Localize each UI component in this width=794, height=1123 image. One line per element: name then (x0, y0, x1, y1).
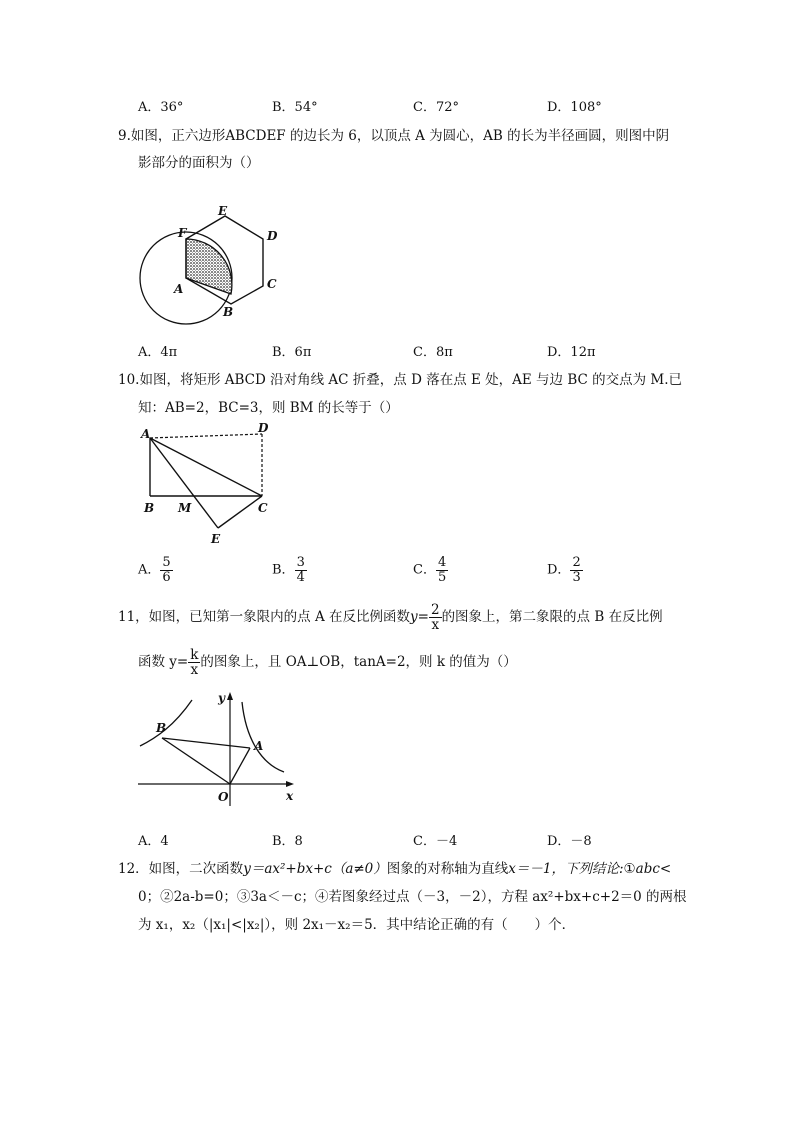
q11-option-d: D．－8 (547, 834, 592, 849)
q10-label-m: M (178, 501, 192, 515)
q10-label-e: E (211, 532, 221, 546)
q8-option-b: B．54° (272, 100, 318, 115)
q9-shaded-sector (186, 239, 232, 294)
q12-stem-line1: 12．如图，二次函数y＝ax²+bx+c（a≠0）图象的对称轴为直线x＝－1，下列结论:①abc< (118, 861, 672, 877)
q11-stem-line2: 函数 y= $\frac{k}{x}$ 的图象上，且 OA⊥OB，tanA=2，则 k 的值为（） (138, 647, 517, 679)
q9-label-d: D (267, 229, 278, 243)
q9-hexagon-circle-figure (130, 196, 300, 326)
q8-option-a: A．36° (138, 100, 184, 115)
q9-label-e: E (218, 204, 228, 218)
q11-label-x: x (286, 789, 294, 803)
q9-label-a: A (174, 282, 184, 296)
q11-label-a: A (254, 739, 264, 753)
q11-stem-line1: 11，如图，已知第一象限内的点 A 在反比例函数y= $\frac{2}{x}$ 的图象上，第二象限的点 B 在反比例 (118, 602, 663, 634)
q9-stem-line2: 影部分的面积为（） (138, 155, 260, 171)
q9-label-f: F (178, 226, 187, 240)
q11-option-b: B．8 (272, 834, 303, 849)
q9-option-c: C．8π (413, 345, 453, 360)
q8-option-d: D．108° (547, 100, 602, 115)
q10-option-d: D． $\frac{2}{3}$ (547, 555, 581, 585)
q12-stem-line3: 为 x₁，x₂（|x₁|<|x₂|），则 2x₁－x₂＝5．其中结论正确的有（ ）个． (138, 917, 576, 933)
q10-label-b: B (144, 501, 155, 515)
q11-coordinate-figure (134, 688, 304, 814)
q8-option-c: C．72° (413, 100, 459, 115)
q11-option-a: A．4 (138, 834, 169, 849)
q10-stem-line1: 10.如图，将矩形 ABCD 沿对角线 AC 折叠，点 D 落在点 E 处，AE 与边 BC 的交点为 M.已 (118, 372, 683, 388)
q9-option-d: D．12π (547, 345, 596, 360)
q10-stem-line2: 知：AB=2，BC=3，则 BM 的长等于（） (138, 400, 399, 416)
q9-label-c: C (267, 277, 277, 291)
q10-label-c: C (258, 501, 268, 515)
q9-option-a: A．4π (138, 345, 178, 360)
q11-label-o: O (218, 790, 229, 804)
q10-label-d: D (258, 421, 269, 435)
q11-label-b: B (156, 721, 167, 735)
q11-label-y: y (218, 691, 225, 705)
q10-option-b: B． $\frac{3}{4}$ (272, 555, 305, 585)
q10-label-a: A (141, 427, 151, 441)
q9-label-b: B (223, 305, 234, 319)
q9-stem-line1: 9.如图，正六边形ABCDEF 的边长为 6，以顶点 A 为圆心，AB 的长为半径画圆，则图中阴 (118, 128, 670, 144)
q12-stem-line2: 0；②2a-b=0；③3a＜－c；④若图象经过点（－3，－2），方程 ax²+bx+c+2＝0 的两根 (138, 889, 687, 905)
q11-option-c: C．－4 (413, 834, 458, 849)
q9-option-b: B．6π (272, 345, 312, 360)
q10-rectangle-fold-figure (138, 420, 288, 548)
q10-option-a: A． $\frac{5}{6}$ (138, 555, 171, 585)
q10-option-c: C． $\frac{4}{5}$ (413, 555, 447, 585)
